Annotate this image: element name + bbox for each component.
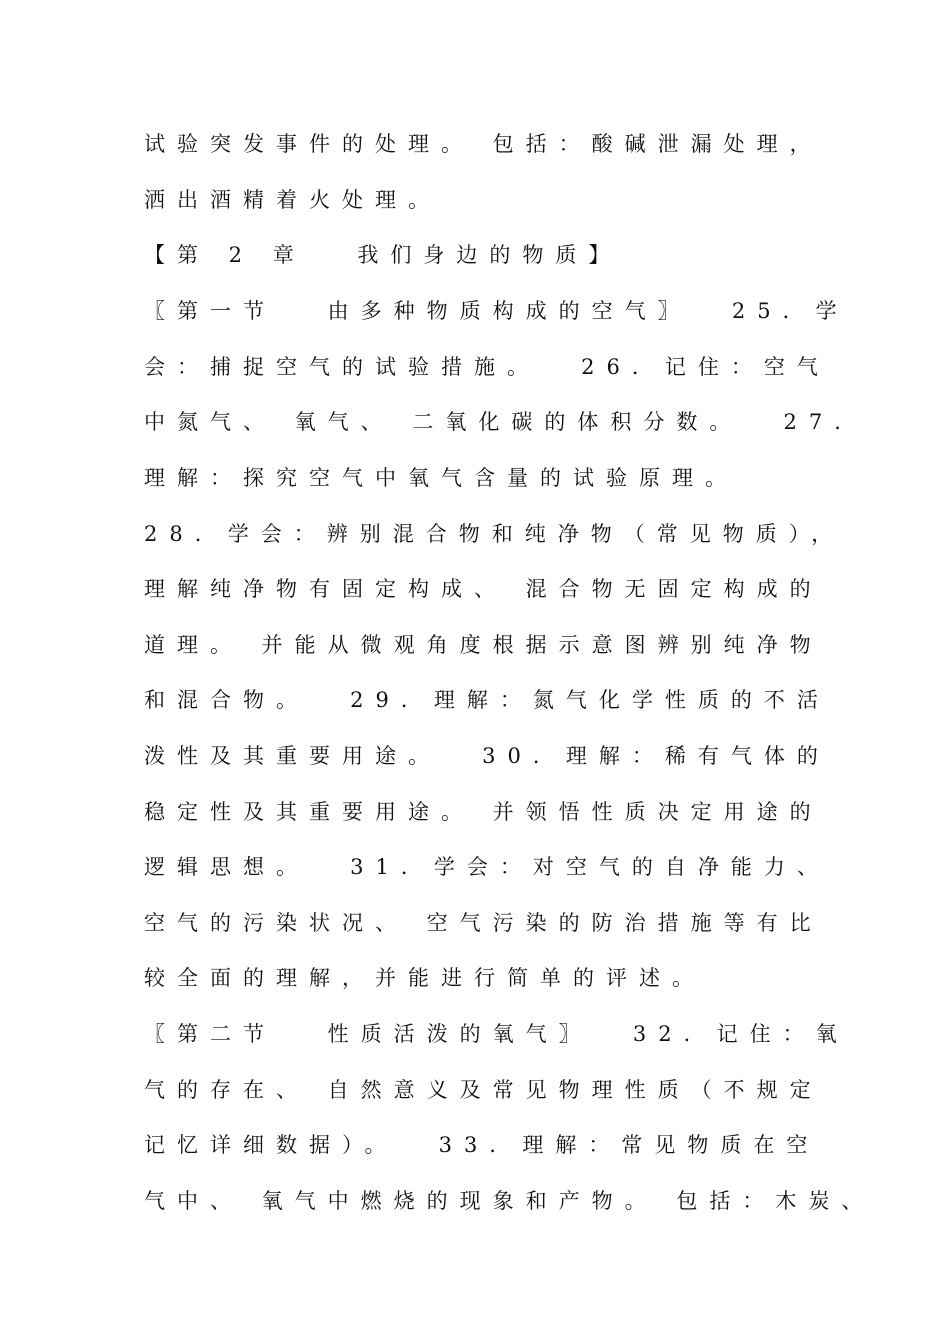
- text-line: 空气的污染状况、 空气污染的防治措施等有比: [144, 911, 823, 935]
- text-line: 气中、 氧气中燃烧的现象和产物。 包括：木炭、: [144, 1189, 875, 1213]
- section-heading-line: 〖第一节 由多种物质构成的空气〗 25．学: [144, 299, 849, 323]
- text-line: 较全面的理解，并能进行简单的评述。: [144, 966, 705, 990]
- chapter-heading: 【第 2 章 我们身边的物质】: [144, 243, 622, 267]
- text-line: 理解纯净物有固定构成、 混合物无固定构成的: [144, 577, 823, 601]
- text-line: 和混合物。 29．理解：氮气化学性质的不活: [144, 688, 830, 712]
- text-line: 试验突发事件的处理。 包括：酸碱泄漏处理，: [144, 132, 823, 156]
- text-line: 泼性及其重要用途。 30．理解：稀有气体的: [144, 744, 830, 768]
- text-line: 会：捕捉空气的试验措施。 26．记住：空气: [144, 355, 830, 379]
- text-line: 28．学会：辨别混合物和纯净物（常见物质），: [144, 522, 845, 546]
- section-heading-line: 〖第二节 性质活泼的氧气〗 32．记住：氧: [144, 1022, 849, 1046]
- text-line: 道理。 并能从微观角度根据示意图辨别纯净物: [144, 633, 823, 657]
- text-line: 记忆详细数据）。 33．理解：常见物质在空: [144, 1133, 820, 1157]
- text-line: 理解：探究空气中氧气含量的试验原理。: [144, 466, 738, 490]
- text-line: 逻辑思想。 31．学会：对空气的自净能力、: [144, 855, 830, 879]
- text-line: 中氮气、 氧气、 二氧化碳的体积分数。 27．: [144, 410, 868, 434]
- text-line: 气的存在、 自然意义及常见物理性质（不规定: [144, 1078, 823, 1102]
- text-line: 洒出酒精着火处理。: [144, 188, 441, 212]
- text-line: 稳定性及其重要用途。 并领悟性质决定用途的: [144, 800, 823, 824]
